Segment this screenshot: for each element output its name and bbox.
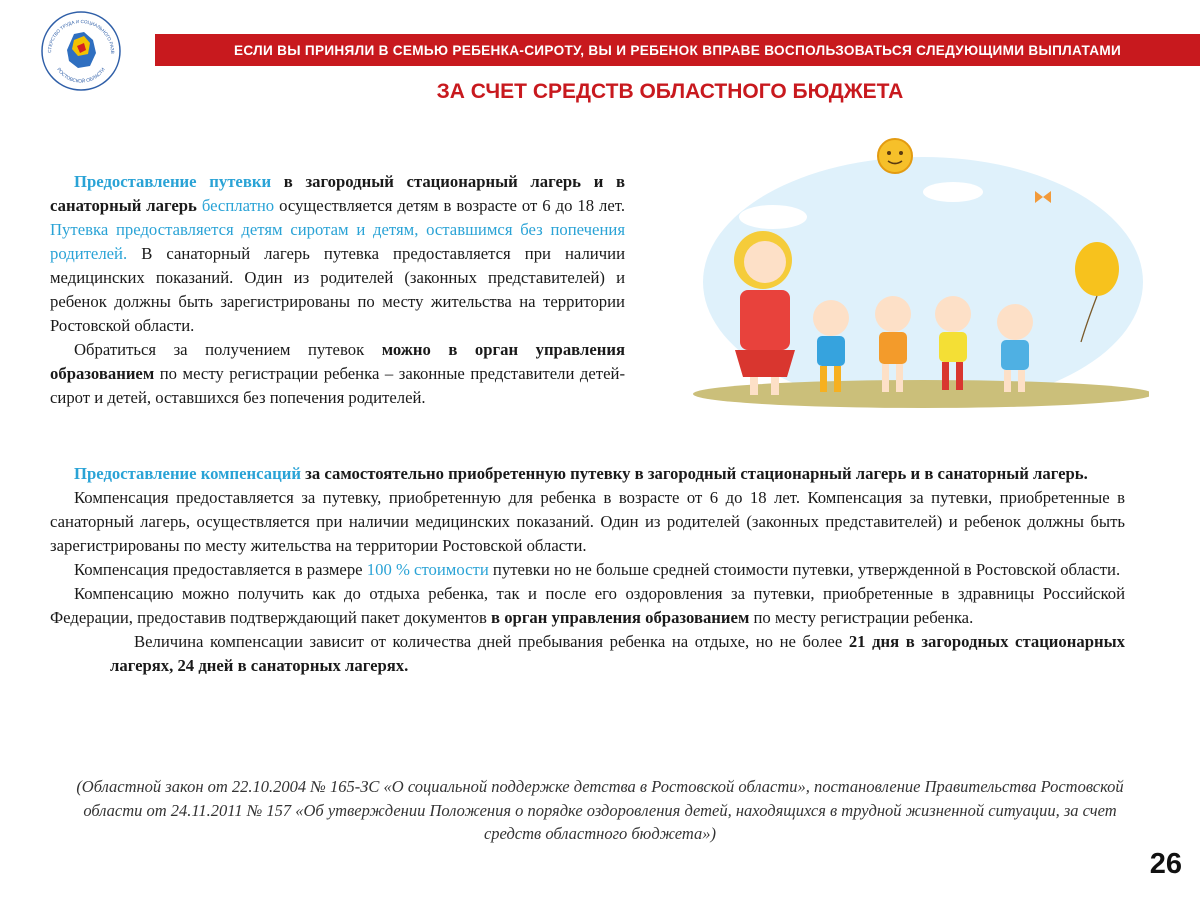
header-banner: ЕСЛИ ВЫ ПРИНЯЛИ В СЕМЬЮ РЕБЕНКА-СИРОТУ, ВЫ И РЕБЕНОК ВПРАВЕ ВОСПОЛЬЗОВАТЬСЯ СЛЕДУЮЩИМИ ВЫПЛАТАМИ [155,34,1200,66]
compensation-age-paragraph: Компенсация предоставляется за путевку, приобретенную для ребенка в возрасте от 6 до 18 лет. Компенсация за путевки, приобретенные в санаторный лагерь, осуществляется при наличии медицинских показаний. Один из родителей (законных представителей) и ребенок должны быть зарегистрированы по месту жительства на территории Ростовской области. [50,488,1125,555]
compensation-heading: Предоставление компенсаций за самостоятельно приобретенную путевку в загородный стационарный лагерь и в санаторный лагерь. [74,464,1088,483]
compensation-amount-paragraph: Компенсация предоставляется в размере 100 % стоимости путевки но не больше средней стоимости путевки, утвержденной в Ростовской области. [74,560,1121,579]
compensation-limit-paragraph: Величина компенсации зависит от количества дней пребывания ребенка на отдыхе, но не более 21 дня в загородных стационарных лагерях, 24 дней в санаторных лагерях. [110,632,1125,675]
section-compensation [50,462,1125,678]
apply-paragraph: Обратиться за получением путевок можно в орган управления образованием по месту регистрации ребенка – законные представители детей-сирот и детей, оставшихся без попечения родителей. [50,340,626,407]
teacher-figure [734,231,795,395]
page-subtitle: ЗА СЧЕТ СРЕДСТВ ОБЛАСТНОГО БЮДЖЕТА [436,80,904,103]
compensation-how-paragraph: Компенсацию можно получить как до отдыха ребенка, так и после его оздоровления за путевки, приобретенные в здравницы Российской Федерации, предоставив подтверждающий пакет документов в орган управления образованием по месту регистрации ребенка. [50,584,1125,627]
children-illustration [683,132,1149,418]
logo-text-top: СТЕРСТВО ТРУДА И СОЦИАЛЬНОГО РАЗВ [46,18,116,54]
logo-text-bottom: РОСТОВСКОЙ ОБЛАСТИ [55,67,107,85]
section-free-voucher [50,170,625,410]
sun-icon [878,139,912,173]
page-number: 26 [1149,848,1182,880]
voucher-paragraph: Предоставление путевки в загородный стационарный лагерь и в санаторный лагерь бесплатно осуществляется детям в возрасте от 6 до 18 лет. Путевка предоставляется детям сиротам и детям, оставшимся без попечения родителей. В санаторный лагерь путевка предоставляется при наличии медицинских показаний. Один из родителей (законных представителей) и ребенок должны быть зарегистрированы по месту жительства на территории Ростовской области. [50,172,625,335]
law-reference: (Областной закон от 22.10.2004 № 165-ЗС «О социальной поддержке детства в Ростовской области», постановление Правительства Ростовской области от 24.11.2011 № 157 «Об утверждении Положения о порядке оздоровления детей, находящихся в трудной жизненной ситуации, за счет средств областного бюджета») [76,777,1124,843]
ministry-logo [40,10,122,92]
